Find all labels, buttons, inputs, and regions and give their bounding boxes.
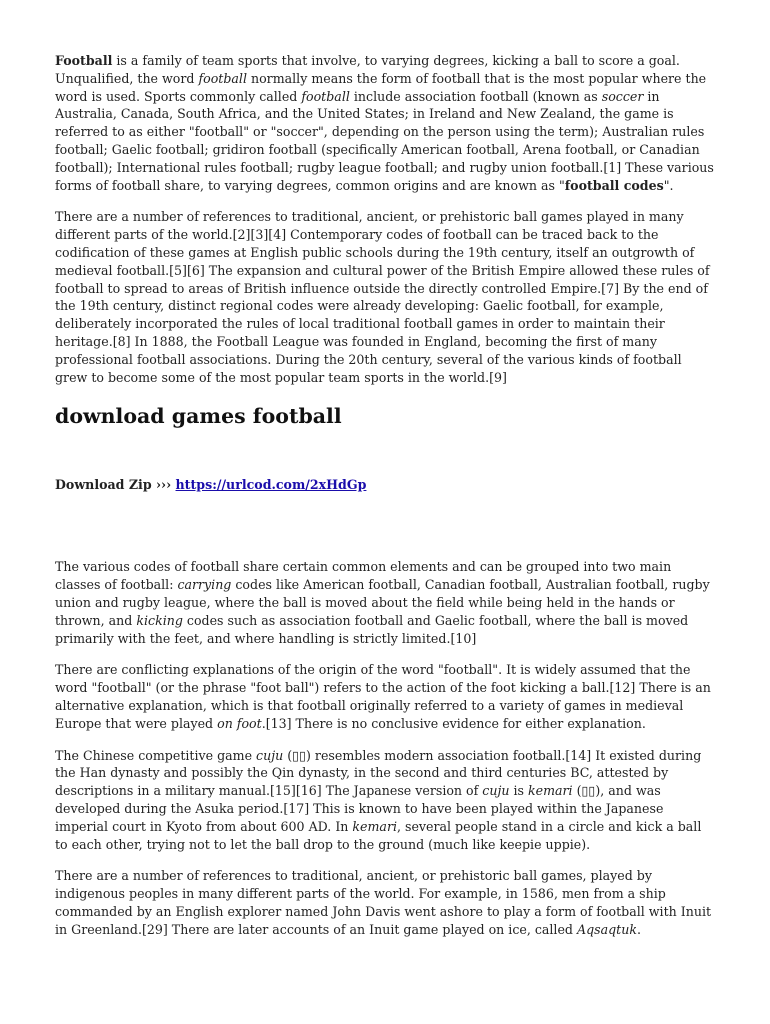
text-run: in Australia, Canada, South Africa, and the United States; in Ireland and New Zealand, the game is referred to as either "football" or "soccer", depending on the person using the term); Australian rules football; Gaelic football; gridiron football (specifically American football, Arena football, or Canadian football); International rules football; rugby league football; and rugby union football.[1] These various forms of football share, to varying degrees, common origins and are known as " [55,88,714,193]
text-run: There are a number of references to traditional, ancient, or prehistoric ball games, played by indigenous peoples in many different parts of the world. For example, in 1586, men from a ship commanded by an English explorer named John Davis went ashore to play a form of football with Inuit in Greenland.[29] There are later accounts of an Inuit game played on ice, called [55,868,712,937]
text-run: The Chinese competitive game [55,747,257,763]
text-run: , several people stand in a circle and kick a ball to each other, trying not to let the ball drop to the ground (much like keepie uppie). [55,818,702,852]
italic-term: soccer [601,88,644,104]
download-line [55,476,715,494]
indigenous-paragraph [55,867,715,938]
etymology-paragraph [55,661,715,732]
text-run: include association football (known as [349,88,602,104]
text-run: normally means the form of football that is the most popular where the word is used. Sports commonly called [55,70,707,104]
download-link[interactable]: https://urlcod.com/2xHdGp [175,477,367,493]
text-run: (▯▯), and was developed during the Asuka period.[17] This is known to have been played within the Japanese imperial court in Kyoto from about 600 AD. In [55,783,664,834]
text-run: is a family of team sports that involve, to varying degrees, kicking a ball to score a goal. Unqualified, the word [55,53,680,86]
bold-term: Football [55,53,113,68]
download-label: Download Zip ››› [55,477,176,493]
codes-paragraph [55,558,715,647]
text-run: codes like American football, Canadian football, Australian football, rugby union and rugby league, where the ball is moved about the field while being held in the hands or thrown, and [55,577,710,628]
italic-term: kemari [352,818,397,834]
history-paragraph: There are a number of references to traditional, ancient, or prehistoric ball games played in many different parts of the world.[2][3][4] Contemporary codes of football can be traced back to the codification of these games at English public schools during the 19th century, itself an outgrowth of medieval football.[5][6] The expansion and cultural power of the British Empire allowed these rules of football to spread to areas of British influence outside the directly controlled Empire.[7] By the end of the 19th century, distinct regional codes were already developing: Gaelic football, for example, deliberately incorporated the rules of local traditional football games in order to maintain their heritage.[8] In 1888, the Football League was founded in England, becoming the first of many professional football associations. During the 20th century, several of the various kinds of football grew to become some of the most popular team sports in the world.[9] [55,209,710,385]
text-run: ". [663,177,674,193]
text-run: codes such as association football and Gaelic football, where the ball is moved primarily with the feet, and where handling is strictly limited.[10] [55,612,689,646]
section-heading: download games football [55,404,342,429]
italic-term: on foot [217,715,262,731]
italic-term: cuju [256,747,284,763]
text-run: . [636,921,641,937]
text-run: is [509,783,528,799]
text-run: The various codes of football share certain common elements and can be grouped into two main classes of football: [55,559,672,593]
text-run: .[13] There is no conclusive evidence for either explanation. [261,715,646,731]
text-run: There are conflicting explanations of the origin of the word "football". It is widely assumed that the word "football" (or the phrase "foot ball") refers to the action of the foot kicking a ball.[12] There is an alternative explanation, which is that football originally referred to a variety of games in medieval Europe that were played [55,662,711,731]
bold-term: football codes [564,177,664,193]
italic-term: cuju [482,783,510,799]
italic-term: carrying [177,577,232,593]
italic-term: football [198,70,247,86]
italic-term: kicking [136,612,183,628]
italic-term: kemari [527,783,573,799]
italic-term: football [301,88,350,104]
italic-term: Aqsaqtuk [576,921,637,937]
text-run: (▯▯) resembles modern association football.[14] It existed during the Han dynasty and possibly the Qin dynasty, in the second and third centuries BC, attested by descriptions in a military manual.[15][16] The Japanese version of [55,747,702,799]
cuju-paragraph [55,747,715,854]
intro-paragraph [55,52,715,194]
